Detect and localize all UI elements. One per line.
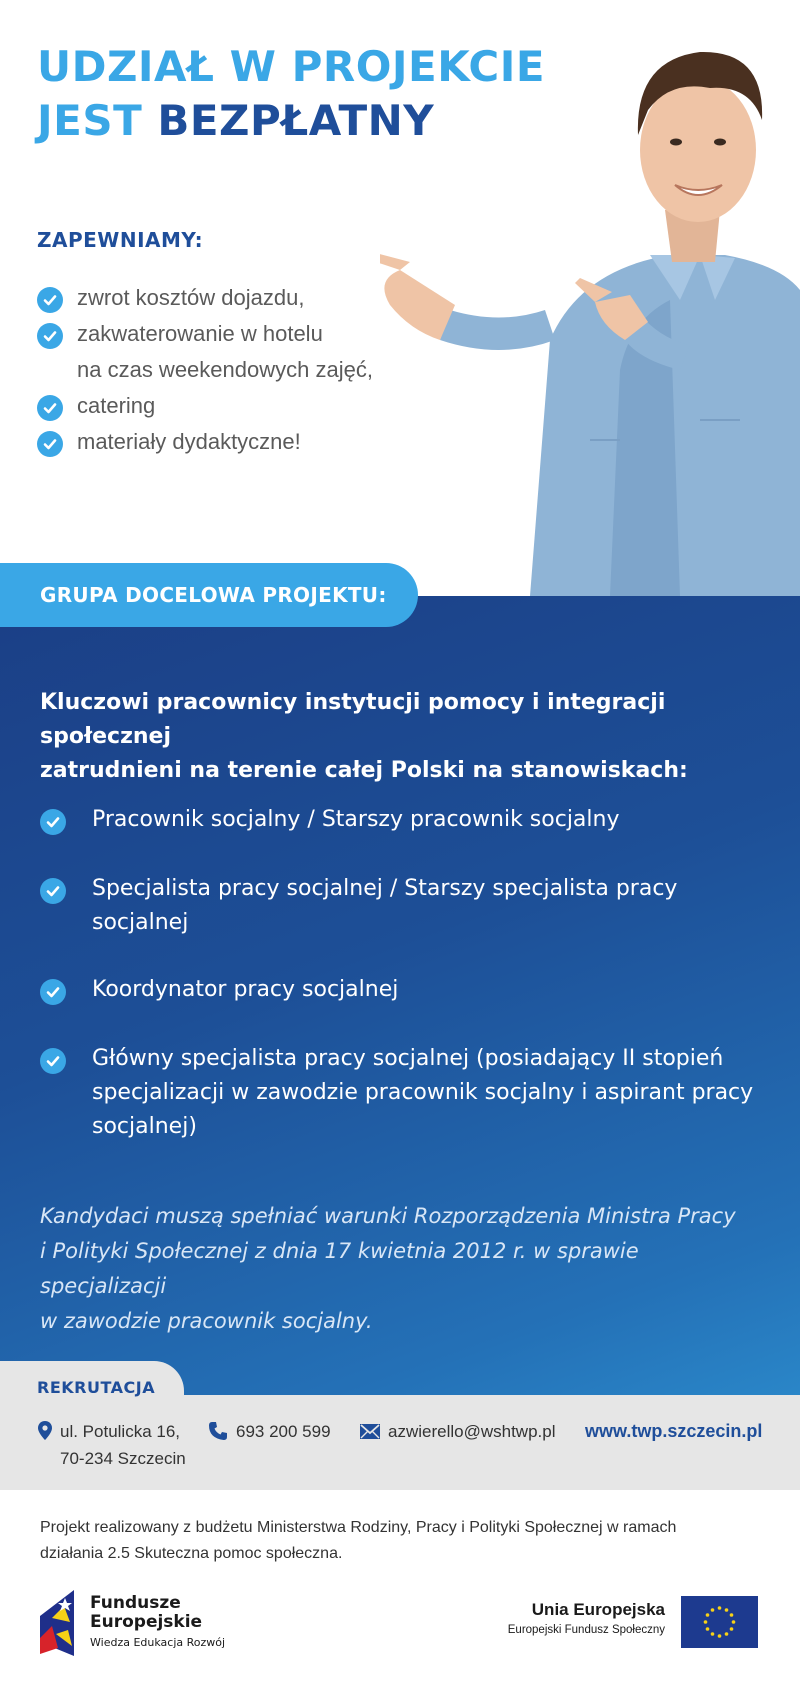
- headline-bezplatny: BEZPŁATNY: [157, 96, 435, 145]
- position-item: [40, 803, 760, 837]
- positions-list: [40, 803, 760, 1179]
- headline-line1: UDZIAŁ W PROJEKCIE: [37, 42, 546, 91]
- fe-line: Fundusze: [90, 1593, 181, 1613]
- eu-flag-icon: [681, 1596, 758, 1648]
- note-line: i Polityki Społecznej z dnia 17 kwietnia 2012 r. w sprawie specjalizacji: [40, 1239, 639, 1298]
- funding-line: działania 2.5 Skuteczna pomoc społeczna.: [40, 1545, 343, 1562]
- funding-line: Projekt realizowany z budżetu Ministerstwa Rodziny, Pracy i Polityki Społecznej w ramach: [40, 1519, 677, 1536]
- lead-line: Kluczowi pracownicy instytucji pomocy i integracji społecznej: [40, 690, 666, 749]
- eu-title: Unia Europejska: [531, 1600, 665, 1619]
- benefit-text: zwrot kosztów dojazdu,: [77, 285, 305, 310]
- position-item: [40, 973, 760, 1007]
- check-icon: [40, 878, 66, 904]
- phone-number[interactable]: 693 200 599: [236, 1422, 331, 1441]
- funding-statement: [40, 1515, 770, 1567]
- check-icon: [40, 1048, 66, 1074]
- position-text: Pracownik socjalny / Starszy pracownik socjalny: [92, 807, 620, 832]
- check-icon: [37, 395, 63, 421]
- benefit-item: [37, 424, 373, 460]
- recruitment-tab: [0, 1361, 184, 1413]
- location-pin-icon: [38, 1421, 52, 1440]
- position-text: Główny specjalista pracy socjalnej (posiadający II stopień specjalizacji w zawodzie pracownik socjalny i aspirant pracy socjalnej): [92, 1046, 754, 1139]
- benefit-text: materiały dydaktyczne!: [77, 429, 301, 454]
- address-line: ul. Potulicka 16,: [60, 1422, 181, 1441]
- check-icon: [40, 809, 66, 835]
- email-address[interactable]: azwierello@wshtwp.pl: [388, 1422, 556, 1441]
- check-icon: [37, 287, 63, 313]
- benefit-text: zakwaterowanie w hotelu: [77, 321, 323, 346]
- address-line: 70-234 Szczecin: [60, 1449, 186, 1468]
- headline-jest: JEST: [37, 96, 143, 145]
- phone-icon: [208, 1421, 228, 1441]
- benefits-title: ZAPEWNIAMY:: [37, 228, 204, 252]
- recruitment-label: REKRUTACJA: [37, 1378, 156, 1397]
- note-line: Kandydaci muszą spełniać warunki Rozporządzenia Ministra Pracy: [40, 1204, 736, 1228]
- address: [38, 1418, 186, 1472]
- benefit-text: catering: [77, 393, 156, 418]
- eu-subtitle: Europejski Fundusz Społeczny: [507, 1624, 665, 1636]
- position-text: Specjalista pracy socjalnej / Starszy specjalista pracy socjalnej: [92, 876, 678, 935]
- eligibility-note: [40, 1199, 760, 1339]
- target-group-tab: [0, 563, 418, 627]
- fe-tagline: Wiedza Edukacja Rozwój: [90, 1636, 226, 1649]
- note-line: w zawodzie pracownik socjalny.: [40, 1309, 373, 1333]
- website-link[interactable]: www.twp.szczecin.pl: [585, 1421, 763, 1441]
- pointing-man-photo: [380, 40, 800, 596]
- hero-section: [0, 0, 800, 596]
- benefit-item: [37, 388, 373, 424]
- check-icon: [37, 431, 63, 457]
- target-group-lead: [40, 686, 770, 788]
- lead-line: zatrudnieni na terenie całej Polski na stanowiskach:: [40, 758, 688, 783]
- position-item: [40, 872, 760, 940]
- position-item: [40, 1042, 760, 1144]
- benefits-list: [37, 280, 373, 460]
- phone-contact[interactable]: [208, 1418, 331, 1445]
- benefit-text: na czas weekendowych zajęć,: [77, 357, 373, 382]
- benefit-item: [37, 280, 373, 316]
- check-icon: [40, 979, 66, 1005]
- target-group-label: GRUPA DOCELOWA PROJEKTU:: [40, 583, 387, 607]
- benefit-item: [37, 316, 373, 388]
- position-text: Koordynator pracy socjalnej: [92, 977, 399, 1002]
- email-contact[interactable]: [360, 1418, 556, 1445]
- envelope-icon: [360, 1424, 380, 1439]
- fe-line: Europejskie: [90, 1612, 203, 1632]
- check-icon: [37, 323, 63, 349]
- fe-logo-text: [90, 1594, 202, 1632]
